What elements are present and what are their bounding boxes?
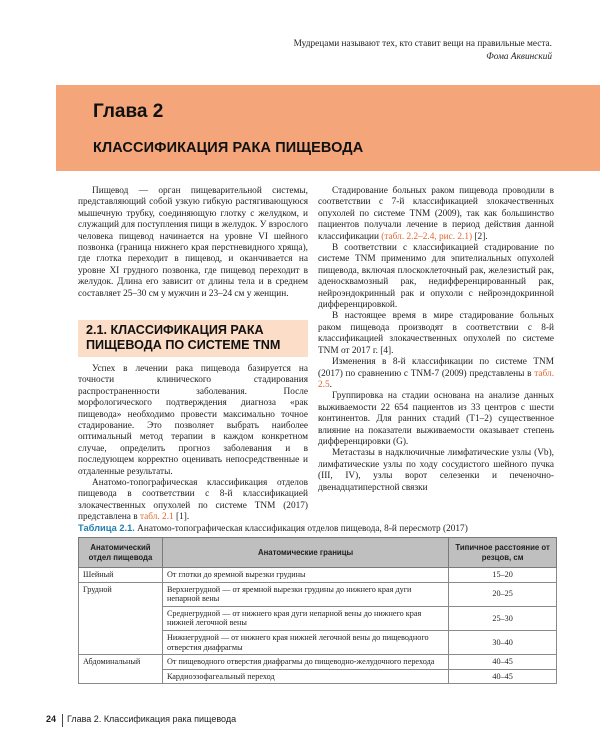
table-cell-distance: 20–25 [449,582,557,606]
section-title: 2.1. КЛАССИФИКАЦИЯ РАКА ПИЩЕВОДА ПО СИСТЕМЕ TNM [86,323,281,352]
right-paragraph-5: Группировка на стадии основана на анализе данных выживаемости 22 654 пациентов из 33 центров с шести континентов. Для ранних стадий (T1–2) существенное влияние на показатели выживаемости оказывает степень дифференцировки (G). [318,391,554,447]
chapter-subtitle: КЛАССИФИКАЦИЯ РАКА ПИЩЕВОДА [93,140,364,156]
right-paragraph-4 [318,357,554,391]
table-header-row [79,538,557,568]
section-heading-box [78,320,308,357]
table-row [79,568,557,583]
table-cell-section: Абдоминальный [79,655,163,684]
table-caption [78,523,558,534]
page-number: 24 [46,714,57,724]
right-paragraph-4-text: Изменения в 8-й классификации по системе TNM (2017) по сравнению с TNM-7 (2009) представлены в [318,357,554,379]
table-cell-distance: 25–30 [449,606,557,630]
section-text-column [78,364,308,524]
right-paragraph-1-text: Стадирование больных раком пищевода проводили в соответствии с 7-й классификацией злокачественных опухолей по системе TNM (2009), так как большинство пациентов получали лечение в период действия данной классификации [318,186,554,242]
right-text-column [318,186,554,494]
epigraph [112,38,552,64]
table-cell-boundary: Среднегрудной — от нижнего края дуги непарной вены до нижнего края нижней легочной вены [162,606,448,630]
table-header-cell: Анатомический отдел пищевода [79,538,163,568]
right-paragraph-6: Метастазы в надключичные лимфатические узлы (Vb), лимфатические узлы по ходу сосудистого шейного пучка (III, IV), узлы ворот селезенки и печеночно-двенадцатиперстной связки [318,448,554,493]
intro-paragraph-column [78,186,308,300]
right-paragraph-2: В соответствии с классификацией стадирование по системе TNM применимо для эпителиальных опухолей пищевода, включая плоскоклеточный рак, железистый рак, аденосквамозный рак, недифференцированный рак, нейроэндокринный рак и опухоли с нейроэндокринной дифференцировкой. [318,243,554,311]
table-cell-boundary: От пищеводного отверстия диафрагмы до пищеводно-желудочного перехода [162,655,448,670]
section-paragraph-2-text: Анатомо-топографическая классификация отделов пищевода в соответствии с 8-й классификацией злокачественных опухолей по системе TNM (2017) представлена в [78,478,308,523]
table-row [79,582,557,606]
running-title: Глава 2. Классификация рака пищевода [67,714,237,724]
section-paragraph-1: Успех в лечении рака пищевода базируется на точности клинического стадирования распространенности заболевания. После морфологического подтверждения диагноза «рак пищевода» необходимо провести максимально точное стадирование. Это позволяет выбрать наиболее оптимальный метод терапии в каждом конкретном случае, определить прогноз заболевания и в последующем корректно оценивать непосредственные и отдаленные результаты. [78,364,308,477]
table-cell-distance: 40–45 [449,655,557,670]
table-cell-boundary: Кардиоэзофагеальный переход [162,669,448,684]
section-paragraph-2 [78,478,308,524]
table-header-cell: Типичное расстояние от резцов, см [449,538,557,568]
section-paragraph-2-ref: [1]. [176,512,190,523]
table-cell-distance: 30–40 [449,630,557,654]
epigraph-quote: Мудрецами называют тех, кто ставит вещи на правильные места. [293,39,552,49]
table-cell-boundary: Верхнегрудной — от яремной вырезки грудины до нижнего края дуги непарной вены [162,582,448,606]
table-row [79,655,557,670]
table-caption-text: Анатомо-топографическая классификация отделов пищевода, 8-й пересмотр (2017) [137,524,468,534]
table-caption-label: Таблица 2.1. [78,523,135,533]
table-cell-boundary: От глотки до яремной вырезки грудины [162,568,448,583]
table-cell-section: Шейный [79,568,163,583]
esophagus-sections-table [78,537,557,684]
right-paragraph-1 [318,186,554,243]
right-paragraph-4-end: . [329,379,332,390]
table-2-1-link[interactable]: табл. 2.1 [139,512,174,523]
table-cell-boundary: Нижнегрудной — от нижнего края нижней легочной вены до пищеводного отверстия диафрагмы [162,630,448,654]
chapter-title: Глава 2 [93,101,164,122]
footer-divider [62,714,63,727]
right-paragraph-1-ref: [2]. [474,231,488,242]
intro-paragraph: Пищевод — орган пищеварительной системы, представляющий собой узкую гибкую растягивающуюся мышечную трубку, соединяющую глотку с желудком, и служащий для поступления пищи в желудок. У взрослого человека пищевод начинается на уровне VI шейного позвонка (граница нижнего края перстневидного хряща), где глотка переходит в пищевод, и оканчивается на уровне XI грудного позвонка, где пищевод переходит в желудок. Длина его зависит от длины тела и в среднем составляет 25–30 см у мужчин и 23–24 см у женщин. [78,186,308,299]
table-cell-distance: 15–20 [449,568,557,583]
chapter-header-band [56,85,600,171]
table-2-5-link[interactable]: табл. 2.5 [318,368,555,390]
table-cell-section: Грудной [79,582,163,655]
epigraph-author: Фома Аквинский [486,52,552,62]
right-paragraph-3: В настоящее время в мире стадирование больных раком пищевода производят в соответствии с 8-й классификацией злокачественных опухолей по системе TNM от 2017 г. [4]. [318,311,554,356]
table-header-cell: Анатомические границы [162,538,448,568]
tables-2-2-2-4-link[interactable]: (табл. 2.2–2.4, рис. 2.1) [381,231,473,242]
table-cell-distance: 40–45 [449,669,557,684]
